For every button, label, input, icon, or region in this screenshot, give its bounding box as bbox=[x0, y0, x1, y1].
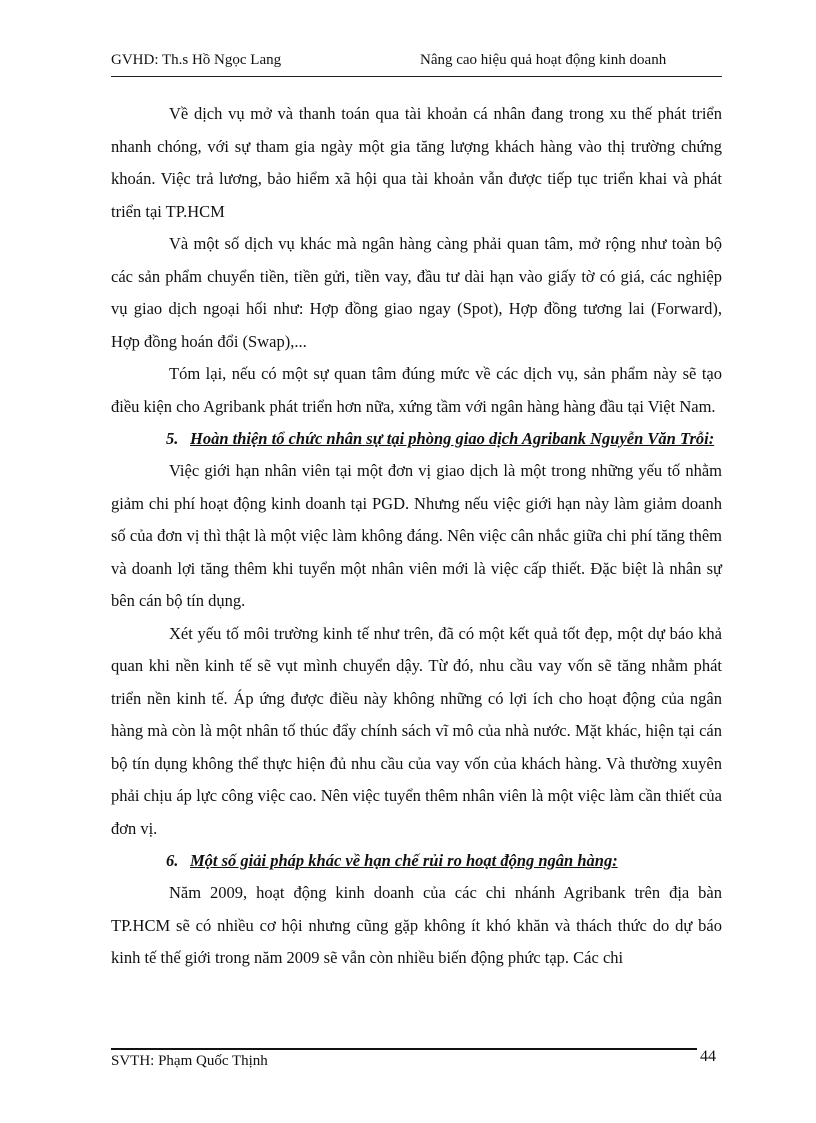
header-advisor: GVHD: Th.s Hồ Ngọc Lang bbox=[111, 52, 282, 68]
page-body bbox=[111, 98, 722, 975]
section-title-6: Một số giải pháp khác về hạn chế rủi ro hoạt động ngân hàng: bbox=[190, 851, 618, 870]
paragraph-3: Tóm lại, nếu có một sự quan tâm đúng mức về các dịch vụ, sản phẩm này sẽ tạo điều kiện cho Agribank phát triển hơn nữa, xứng tầm với ngân hàng hàng đầu tại Việt Nam. bbox=[111, 364, 722, 416]
paragraph-2: Và một số dịch vụ khác mà ngân hàng càng phải quan tâm, mở rộng như toàn bộ các sản phẩm chuyển tiền, tiền gửi, tiền vay, đầu tư dài hạn vào giấy tờ có giá, các nghiệp vụ giao dịch ngoại hối như: Hợp đồng giao ngay (Spot), Hợp đồng tương lai (Forward), Hợp đồng hoán đổi (Swap),... bbox=[111, 234, 722, 351]
header-rule bbox=[111, 76, 722, 77]
paragraph-5: Xét yếu tố môi trường kinh tế như trên, đã có một kết quả tốt đẹp, một dự báo khả quan khi nền kinh tế sẽ vụt mình chuyển dậy. Từ đó, nhu cầu vay vốn sẽ tăng nhằm phát triển nền kinh tế. Áp ứng được điều này không những có lợi ích cho hoạt động của ngân hàng mà còn là một nhân tố thúc đẩy chính sách vĩ mô của nhà nước. Mặt khác, hiện tại cán bộ tín dụng không thể thực hiện đủ nhu cầu của vay vốn của khách hàng. Và thường xuyên phải chịu áp lực công việc cao. Nên việc tuyển thêm nhân viên là một việc làm cần thiết của đơn vị. bbox=[111, 623, 722, 838]
section-number-5: 5. bbox=[166, 429, 179, 448]
page-number: 44 bbox=[700, 1048, 716, 1065]
section-title-5: Hoàn thiện tổ chức nhân sự tại phòng giao dịch Agribank Nguyễn Văn Trỗi: bbox=[190, 429, 715, 448]
section-heading-5 bbox=[111, 423, 722, 455]
paragraph-1: Về dịch vụ mở và thanh toán qua tài khoản cá nhân đang trong xu thế phát triển nhanh chóng, với sự tham gia ngày một gia tăng lượng khách hàng vào thị trường chứng khoán. Việc trả lương, bảo hiểm xã hội qua tài khoản vẫn được tiếp tục triển khai và phát triển tại TP.HCM bbox=[111, 104, 722, 221]
footer-student: SVTH: Phạm Quốc Thịnh bbox=[111, 1053, 268, 1069]
page-header bbox=[111, 52, 722, 74]
section-number-6: 6. bbox=[166, 851, 179, 870]
paragraph-4: Việc giới hạn nhân viên tại một đơn vị giao dịch là một trong những yếu tố nhằm giảm chi phí hoạt động kinh doanh tại PGD. Nhưng nếu việc giới hạn này làm giảm doanh số của đơn vị thì thật là một việc làm không đáng. Nên việc cân nhắc giữa chi phí tăng thêm và doanh lợi tăng thêm khi tuyển một nhân viên mới là việc cấp thiết. Đặc biệt là nhân sự bên cán bộ tín dụng. bbox=[111, 461, 722, 610]
header-title: Nâng cao hiệu quả hoạt động kinh doanh bbox=[420, 52, 667, 68]
footer-rule bbox=[111, 1048, 697, 1050]
section-heading-6 bbox=[111, 845, 722, 877]
paragraph-6: Năm 2009, hoạt động kinh doanh của các chi nhánh Agribank trên địa bàn TP.HCM sẽ có nhiều cơ hội nhưng cũng gặp không ít khó khăn và thách thức do dự báo kinh tế thế giới trong năm 2009 sẽ vẫn còn nhiều biến động phức tạp. Các chi bbox=[111, 883, 722, 967]
